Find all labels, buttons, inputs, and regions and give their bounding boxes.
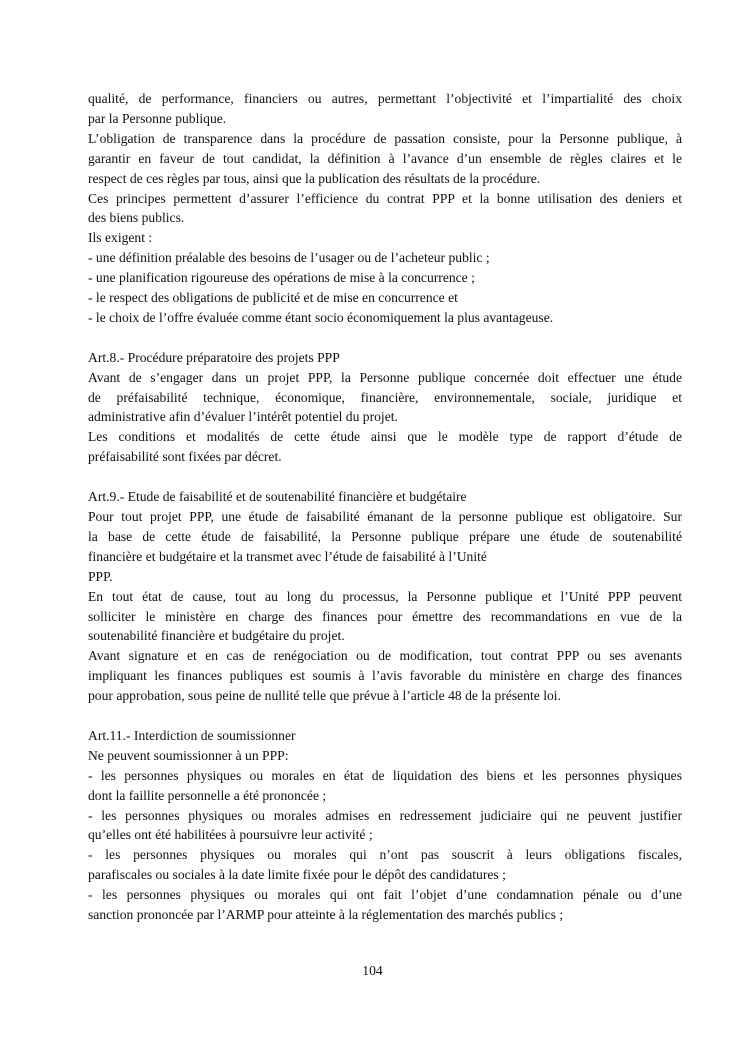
text-line: par la Personne publique.: [88, 110, 227, 126]
list-item: - le choix de l’offre évaluée comme étant socio économiquement la plus avantageuse.: [88, 309, 554, 325]
article-9: [88, 487, 682, 706]
list-intro: Ils exigent :: [88, 230, 153, 246]
continuation-section: [88, 89, 682, 328]
text-line: En tout état de cause, tout au long du processus, la Personne publique et l’Unité PPP peuvent: [88, 588, 682, 604]
text-line: soutenabilité financière et budgétaire du projet.: [88, 628, 345, 644]
list-item-continuation: parafiscales ou sociales à la date limite fixée pour le dépôt des candidatures ;: [88, 867, 506, 883]
text-line: Avant de s’engager dans un projet PPP, la Personne publique concernée doit effectuer une étude: [88, 369, 682, 385]
list-item: - les personnes physiques ou morales qui ont fait l’objet d’une condamnation pénale ou d’une: [88, 887, 682, 903]
text-line: des biens publics.: [88, 210, 185, 226]
text-line: administrative afin d’évaluer l’intérêt potentiel du projet.: [88, 409, 398, 425]
paragraph-gap: [88, 467, 682, 487]
page-number: 104: [362, 963, 383, 978]
list-item: - une définition préalable des besoins de l’usager ou de l’acheteur public ;: [88, 250, 490, 266]
text-line: qualité, de performance, financiers ou autres, permettant l’objectivité et l’impartialité des choix: [88, 91, 682, 106]
text-line: pour approbation, sous peine de nullité telle que prévue à l’article 48 de la présente loi.: [88, 688, 561, 704]
text-line: garantir en faveur de tout candidat, la définition à l’avance d’un ensemble de règles claires et le: [88, 150, 682, 166]
text-line: Ces principes permettent d’assurer l’efficience du contrat PPP et la bonne utilisation des deniers et: [88, 190, 682, 206]
text-line: PPP.: [88, 568, 113, 584]
text-line: impliquant les finances publiques est soumis à l’avis favorable du ministère en charge des finances: [88, 668, 682, 684]
list-item-continuation: dont la faillite personnelle a été prononcée ;: [88, 787, 327, 803]
list-item: - le respect des obligations de publicité et de mise en concurrence et: [88, 290, 458, 306]
paragraph-gap: [88, 706, 682, 726]
list-item: - les personnes physiques ou morales en état de liquidation des biens et les personnes physiques: [88, 767, 682, 783]
text-line: financière et budgétaire et la transmet avec l’étude de faisabilité à l’Unité: [88, 548, 487, 564]
text-line: préfaisabilité sont fixées par décret.: [88, 449, 282, 465]
article-title: Art.9.- Etude de faisabilité et de soutenabilité financière et budgétaire: [88, 489, 467, 505]
article-title: Art.11.- Interdiction de soumissionner: [88, 727, 296, 743]
list-item-continuation: sanction prononcée par l’ARMP pour atteinte à la réglementation des marchés publics ;: [88, 907, 564, 923]
list-intro: Ne peuvent soumissionner à un PPP:: [88, 747, 289, 763]
list-item-continuation: qu’elles ont été habilitées à poursuivre leur activité ;: [88, 827, 373, 843]
text-line: la base de cette étude de faisabilité, la Personne publique prépare une étude de soutenabilité: [88, 528, 682, 544]
page-body: [88, 89, 682, 925]
text-line: de préfaisabilité technique, économique, financière, environnementale, sociale, juridique et: [88, 389, 682, 405]
text-line: L’obligation de transparence dans la procédure de passation consiste, pour la Personne publique, à: [88, 130, 682, 146]
list-item: - les personnes physiques ou morales admises en redressement judiciaire qui ne peuvent justifier: [88, 807, 682, 823]
text-line: Pour tout projet PPP, une étude de faisabilité émanant de la personne publique est obligatoire. Sur: [88, 509, 682, 524]
text-line: solliciter le ministère en charge des finances pour émettre des recommandations en vue de la: [88, 608, 682, 624]
text-line: Les conditions et modalités de cette étude ainsi que le modèle type de rapport d’étude de: [88, 429, 682, 445]
article-title: Art.8.- Procédure préparatoire des projets PPP: [88, 349, 340, 365]
text-line: Avant signature et en cas de renégociation ou de modification, tout contrat PPP ou ses avenants: [88, 648, 682, 664]
list-item: - les personnes physiques ou morales qui n’ont pas souscrit à leurs obligations fiscales,: [88, 847, 682, 863]
article-11: [88, 726, 682, 925]
paragraph-gap: [88, 328, 682, 348]
list-item: - une planification rigoureuse des opérations de mise à la concurrence ;: [88, 270, 475, 286]
text-line: respect de ces règles par tous, ainsi que la publication des résultats de la procédure.: [88, 170, 541, 186]
article-8: [88, 348, 682, 467]
